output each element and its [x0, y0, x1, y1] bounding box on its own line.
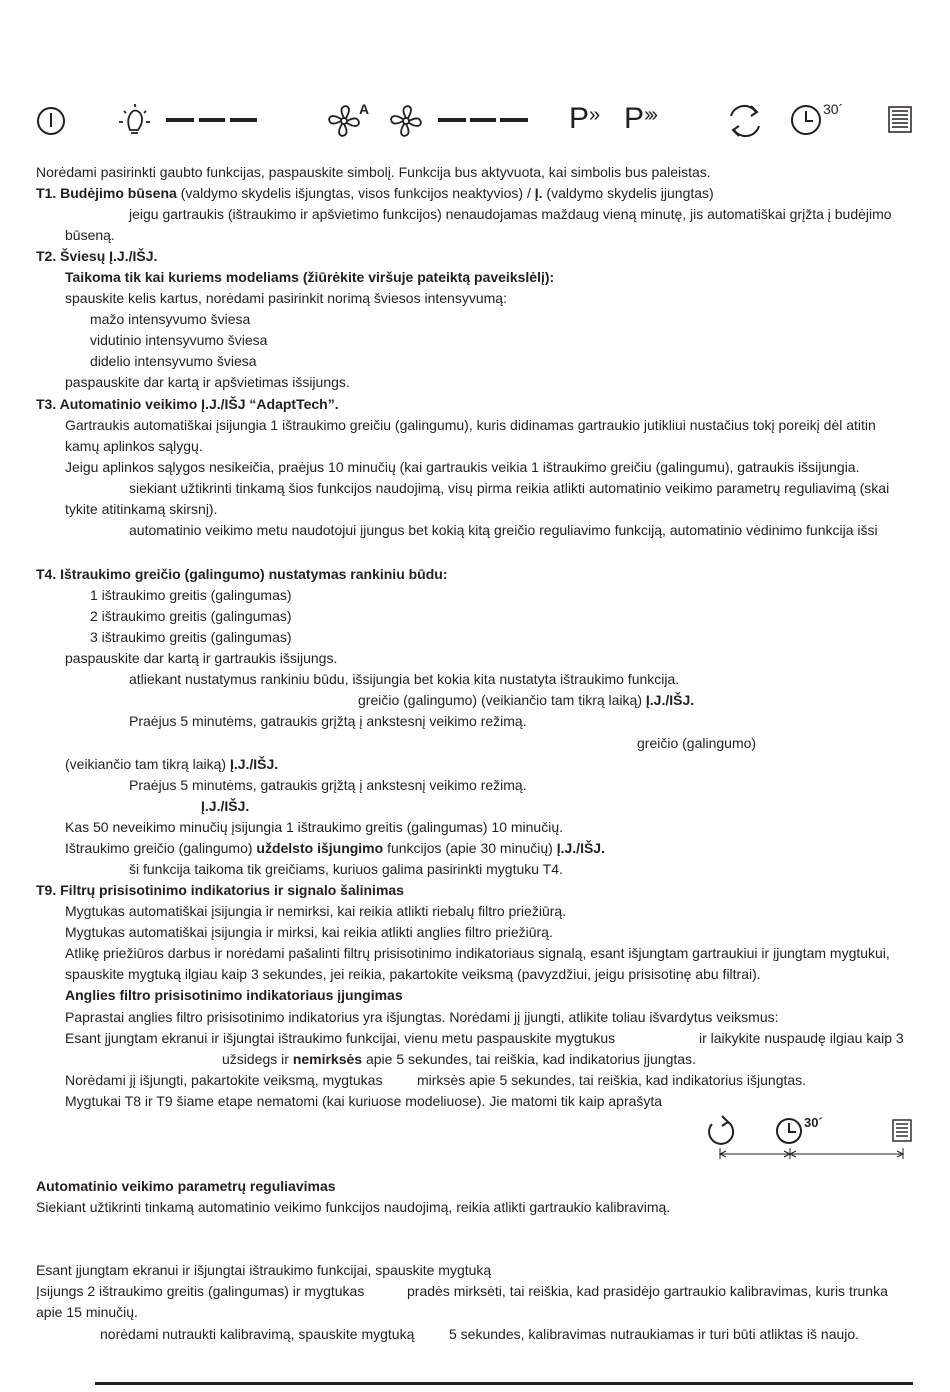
text-segment: Kas 50 neveikimo minučių įsijungia 1 ištraukimo greitis (galingumas) 10 minučių. — [65, 819, 563, 835]
text-segment: funkcijos (apie 30 minučių) — [383, 840, 557, 856]
text-segment: Gartraukis automatiškai įsijungia 1 ištraukimo greičiu (galingumu), kuris didinamas gartraukio jutikliui nustačius tokį poreikį dėl atitin — [65, 417, 876, 433]
text-segment: T1. — [36, 185, 61, 201]
text-line — [36, 1199, 670, 1215]
text-segment: tykite atitinkamą skirsnį). — [65, 501, 218, 517]
text-segment: paspauskite dar kartą ir gartraukis išsijungs. — [65, 650, 338, 666]
text-segment: Taikoma tik kai kuriems modeliams (žiūrėkite viršuje pateiktą paveikslėlį): — [65, 269, 555, 285]
fan-icon — [391, 106, 421, 136]
text-segment: T3. — [36, 396, 60, 412]
bottom-rule — [95, 1382, 913, 1385]
text-line — [65, 903, 566, 919]
text-line — [65, 819, 563, 835]
diagram-filter-icon — [893, 1120, 911, 1141]
diagram-timer-label: 30´ — [804, 1115, 823, 1130]
text-line — [417, 1072, 806, 1088]
text-segment: Šviesų Į.J./IŠJ. — [60, 248, 158, 264]
fan-auto-superscript: A — [359, 101, 370, 117]
text-segment: Paprastai anglies filtro prisisotinimo indikatorius yra išjungtas. Norėdami jį įjungti, atlikite toliau išvardytus veiksmus: — [65, 1009, 779, 1025]
text-segment: ir laikykite nuspaudę ilgiau kaip 3 — [699, 1030, 904, 1046]
text-line — [36, 1262, 491, 1278]
text-segment: Į.J./IŠJ. — [645, 692, 695, 708]
text-line — [449, 1326, 859, 1342]
text-segment: automatinio veikimo metu naudotojui įjungus bet kokią kitą greičio reguliavimo funkciją, automatinio vėdinimo funkcija išsi — [129, 522, 878, 538]
text-segment: spauskite mygtuką ilgiau kaip 3 sekundes, jei reikia, pakartokite veiksmą (pavyzdžiui, jeigu prisisotinę abu filtrai). — [65, 966, 761, 982]
text-segment: Esant įjungtam ekranui ir išjungtai ištraukimo funkcijai, vienu metu paspauskite mygtukus — [65, 1030, 616, 1046]
text-segment: 2 ištraukimo greitis (galingumas) — [90, 608, 292, 624]
text-line — [65, 650, 337, 666]
text-segment: nemirksės — [292, 1051, 363, 1067]
text-segment: užsidegs ir — [222, 1051, 293, 1067]
text-segment: Budėjimo būsena — [60, 185, 177, 201]
text-line — [100, 1326, 414, 1342]
boost-2-icon: P››› — [624, 102, 655, 135]
text-segment: greičio (galingumo) (veikiančio tam tikrą laiką) — [358, 692, 646, 708]
text-line — [65, 1030, 615, 1046]
text-segment: apie 15 minučių. — [36, 1304, 138, 1320]
text-line — [36, 1304, 138, 1320]
text-line — [637, 735, 756, 751]
text-line — [36, 566, 448, 582]
text-segment: ši funkcija taikoma tik greičiams, kuriuos galima pasirinkti mygtuku T4. — [129, 861, 563, 877]
boost-1-icon: P» — [569, 102, 601, 135]
text-segment: vidutinio intensyvumo šviesa — [90, 332, 268, 348]
text-line — [65, 501, 217, 517]
text-segment: Praėjus 5 minutėms, gatraukis grįžtą į ankstesnį veikimo režimą. — [129, 713, 527, 729]
text-line — [699, 1030, 904, 1046]
text-segment: T4. — [36, 566, 61, 582]
text-segment: Į.J./IŠJ. — [556, 840, 605, 856]
text-segment: Įsijungs 2 ištraukimo greitis (galingumas) ir mygtukas — [36, 1283, 365, 1299]
text-line — [90, 587, 292, 603]
text-segment: Mygtukai T8 ir T9 šiame etape nematomi (kai kuriuose modeliuose). Jie matomi tik kaip aprašyta — [65, 1093, 663, 1109]
text-segment: norėdami nutraukti kalibravimą, spauskite mygtuką — [100, 1326, 415, 1342]
text-line — [407, 1283, 888, 1299]
text-segment: atliekant nustatymus rankiniu būdu, išsijungia bet kokia kita nustatyta ištraukimo funkcija. — [129, 671, 680, 687]
text-line — [36, 396, 339, 412]
text-line — [36, 1178, 336, 1194]
text-segment: Jeigu aplinkos sąlygos nesikeičia, praėjus 10 minučių (kai gartraukis veikia 1 ištraukimo greičiu (galingumu), gatraukis išsijungia. — [65, 459, 860, 475]
text-line — [65, 227, 115, 243]
text-segment: Į.J./IŠJ. — [201, 798, 250, 814]
text-segment: Mygtukas automatiškai įsijungia ir nemirksi, kai reikia atlikti riebalų filtro priežiūrą. — [65, 903, 567, 919]
text-line — [65, 1072, 382, 1088]
text-line — [65, 290, 507, 306]
text-segment: 1 ištraukimo greitis (galingumas) — [90, 587, 292, 603]
text-segment: spauskite kelis kartus, norėdami pasirinkit norimą šviesos intensyvumą: — [65, 290, 507, 306]
text-segment: Norėdami jį išjungti, pakartokite veiksmą, mygtukas — [65, 1072, 383, 1088]
text-segment: Automatinio veikimo Į.J./IŠJ “AdaptTech”. — [59, 396, 339, 412]
text-line — [65, 840, 605, 856]
text-segment: jeigu gartraukis (ištraukimo ir apšvietimo funkcijos) nenaudojamas maždaug vieną minutę, jis automatiškai grįžta į budėjimo — [129, 206, 892, 222]
text-segment: būseną. — [65, 227, 115, 243]
diagram-timer-icon — [777, 1119, 801, 1143]
buttons-diagram — [700, 1112, 915, 1167]
text-line — [65, 1093, 662, 1109]
text-line — [129, 861, 563, 877]
text-line — [65, 966, 761, 982]
text-line — [201, 798, 249, 814]
timer-label: 30´ — [823, 101, 844, 117]
text-line — [36, 185, 714, 201]
text-segment: 5 sekundes, kalibravimas nutraukiamas ir turi būti atliktas iš naujo. — [449, 1326, 860, 1342]
text-line — [129, 713, 527, 729]
text-line — [65, 1009, 779, 1025]
diagram-refresh-icon — [709, 1116, 733, 1144]
text-segment: didelio intensyvumo šviesa — [90, 353, 257, 369]
text-line — [36, 1283, 364, 1299]
text-segment: mirksės apie 5 sekundes, tai reiškia, kad indikatorius išjungtas. — [417, 1072, 807, 1088]
text-line — [36, 248, 157, 264]
filter-icon — [889, 107, 911, 132]
text-segment: kamų aplinkos sąlygų. — [65, 438, 203, 454]
text-line — [36, 164, 711, 180]
text-segment: Ištraukimo greičio (galingumo) nustatymas rankiniu būdu: — [60, 566, 448, 582]
text-segment: Automatinio veikimo parametrų reguliavimas — [36, 1178, 336, 1194]
text-line — [65, 417, 876, 433]
fan-auto-icon — [329, 106, 359, 136]
text-segment: 3 ištraukimo greitis (galingumas) — [90, 629, 292, 645]
text-segment: Filtrų prisisotinimo indikatorius ir signalo šalinimas — [60, 882, 404, 898]
text-segment: (veikiančio tam tikrą laiką) — [65, 756, 230, 772]
timer-icon — [792, 106, 820, 134]
text-segment: mažo intensyvumo šviesa — [90, 311, 251, 327]
text-segment: Siekiant užtikrinti tinkamą automatinio veikimo funkcijos naudojimą, reikia atlikti gartraukio kalibravimą. — [36, 1199, 671, 1215]
text-segment: apie 5 sekundes, tai reiškia, kad indikatorius įjungtas. — [362, 1051, 696, 1067]
text-segment: Anglies filtro prisisotinimo indikatoriaus įjungimas — [65, 987, 403, 1003]
text-segment: Į. — [534, 185, 543, 201]
text-line — [222, 1051, 696, 1067]
text-line — [129, 480, 889, 496]
text-segment: Praėjus 5 minutėms, gatraukis grįžtą į ankstesnį veikimo režimą. — [129, 777, 527, 793]
text-segment: Norėdami pasirinkti gaubto funkcijas, paspauskite simbolį. Funkcija bus aktyvuota, kai simbolis bus paleistas. — [36, 164, 711, 180]
control-panel-icons — [0, 0, 950, 150]
refresh-icon — [731, 106, 759, 136]
text-segment: T9. — [36, 882, 61, 898]
text-segment: Mygtukas automatiškai įsijungia ir mirksi, kai reikia atlikti anglies filtro priežiūrą. — [65, 924, 553, 940]
text-line — [90, 311, 250, 327]
text-line — [90, 332, 267, 348]
text-line — [65, 374, 350, 390]
text-segment: (valdymo skydelis įjungtas) — [542, 185, 714, 201]
diagram-span-lines — [720, 1148, 903, 1159]
text-line — [129, 206, 892, 222]
text-line — [36, 882, 404, 898]
text-segment: Esant įjungtam ekranui ir išjungtai ištraukimo funkcijai, spauskite mygtuką — [36, 1262, 492, 1278]
text-line — [129, 522, 878, 538]
text-line — [65, 987, 403, 1003]
power-icon — [38, 108, 64, 134]
text-line — [358, 692, 694, 708]
text-segment: Atlikę priežiūros darbus ir norėdami pašalinti filtrų prisisotinimo indikatoriaus signalą, esant išjungtam gartraukiui ir įjungtam mygtukui, — [65, 945, 890, 961]
text-line — [129, 777, 527, 793]
text-line — [90, 608, 292, 624]
text-line — [90, 353, 257, 369]
text-line — [129, 671, 679, 687]
text-segment: (valdymo skydelis išjungtas, visos funkcijos neaktyvios) / — [176, 185, 535, 201]
text-line — [65, 459, 859, 475]
text-segment: pradės mirksėti, tai reiškia, kad prasidėjo gartraukio kalibravimas, kuris trunka — [407, 1283, 888, 1299]
text-segment: paspauskite dar kartą ir apšvietimas išsijungs. — [65, 374, 350, 390]
text-segment: greičio (galingumo) — [637, 735, 757, 751]
light-icon — [119, 104, 150, 133]
text-segment: Į.J./IŠJ. — [229, 756, 279, 772]
text-line — [65, 945, 890, 961]
text-line — [65, 438, 203, 454]
text-line — [65, 924, 553, 940]
text-segment: Ištraukimo greičio (galingumo) — [65, 840, 257, 856]
text-segment: uždelsto išjungimo — [256, 840, 384, 856]
text-segment: T2. — [36, 248, 61, 264]
text-line — [65, 756, 278, 772]
text-line — [65, 269, 554, 285]
text-segment: siekiant užtikrinti tinkamą šios funkcijos naudojimą, visų pirma reikia atlikti automatinio veikimo parametrų reguliavimą (skai — [129, 480, 890, 496]
text-line — [90, 629, 292, 645]
